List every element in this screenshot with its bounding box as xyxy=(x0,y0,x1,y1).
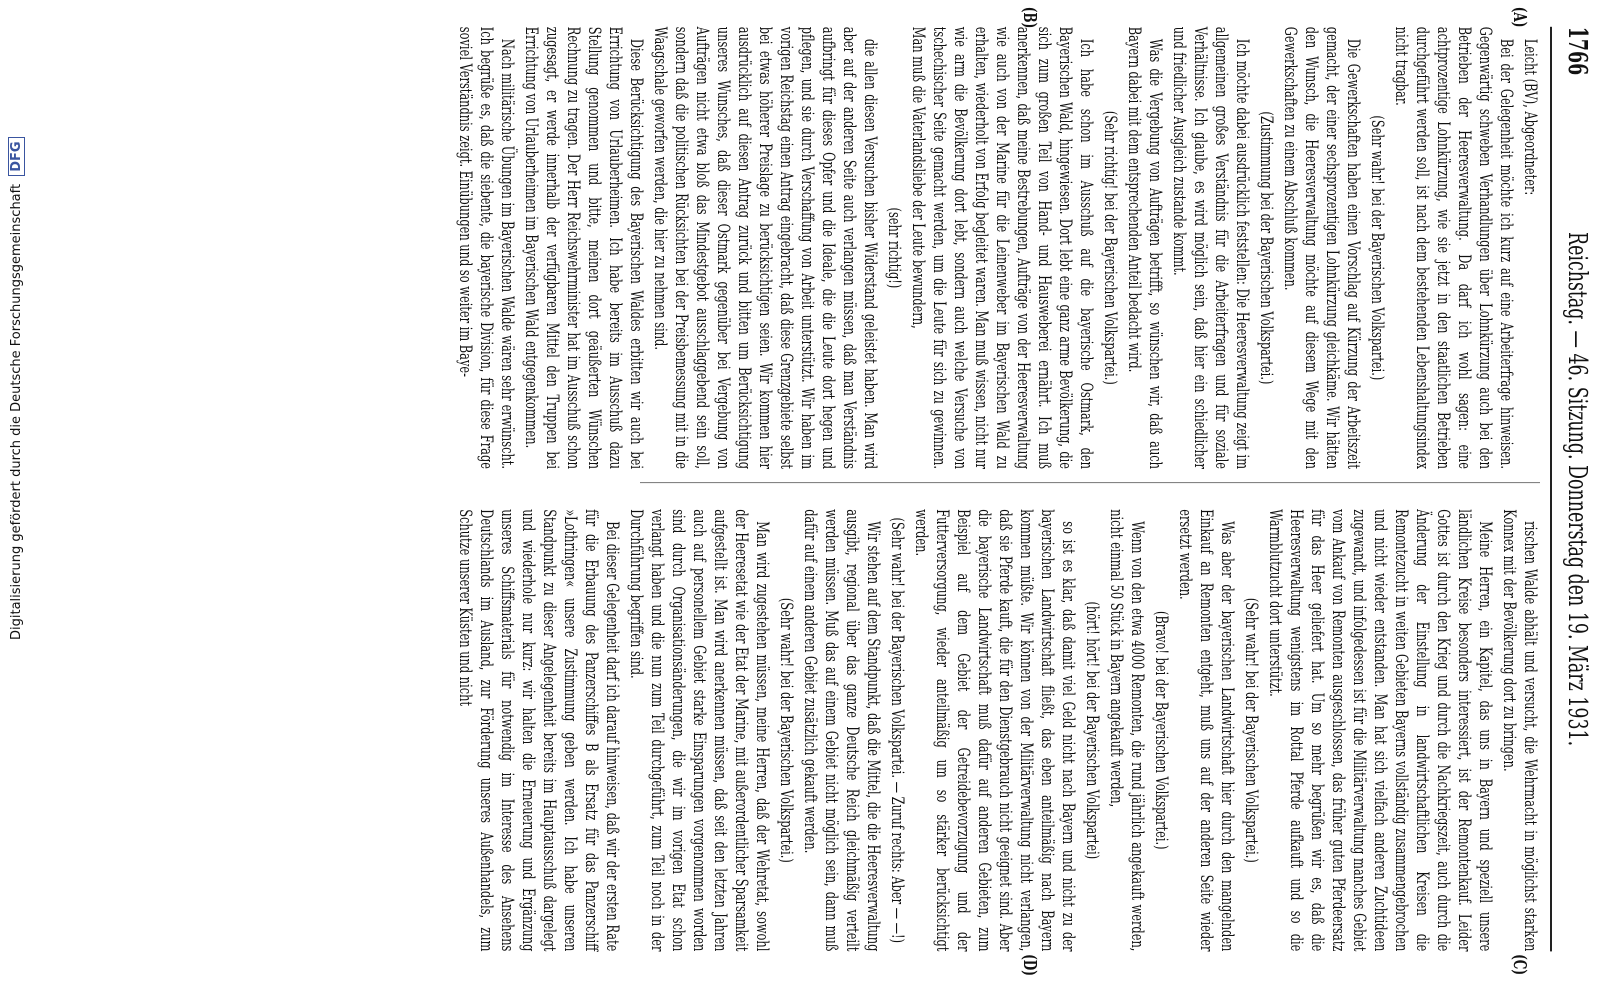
margin-marker-d: (D) xyxy=(1019,954,1040,976)
paragraph: Ich möchte dabei ausdrücklich feststellen: Die Heeresverwaltung zeigt im allgemeinen großes Verständnis für die Arbeiterfragen und für soziale Verhältnisse. Ich glaube, es wird möglich sein, daß hier ein schiedlicher und friedlicher Ausgleich zustande kommt. xyxy=(1169,26,1252,470)
paragraph: die allen diesen Versuchen bisher Widerstand geleistet haben. Man wird aber auf der anderen Seite auch verlangen müssen, daß man Verständnis aufbringt für dieses Opfer und die Ideale, die die Leute dort hegen und pflegen, und sie durch Verschaffung von Arbeit unterstützt. Wir haben im vorigen Reichstag einen Antrag eingebracht, daß diese Grenzgebiete selbst bei etwas höherer Preislage zu berücksichtigen seien. Wir kommen hier ausdrücklich auf diesen Antrag zurück und bitten um Berücksichtigung unseres Wunsches, daß dieser Ostmark gegenüber bei Vergebung von Aufträgen nicht etwa bloß das Mindestgebot ausschlaggebend sein soll, sondern daß die politischen Rücksichten bei der Preisbemessung mit in die Waagschale geworfen werden, die hier zu nehmen sind. xyxy=(650,26,880,470)
paragraph: (Sehr wahr! bei der Bayerischen Volkspartei.) xyxy=(1241,597,1261,863)
paragraph: (hört! hört! bei der Bayerischen Volkspartei) xyxy=(1082,601,1102,860)
paragraph: Bei der Gelegenheit möchte ich kurz auf eine Arbeiterfrage hinweisen. Gegenwärtig schweben Verhandlungen über Lohnkürzung auch bei den Betrieben der Heeresverwaltung. Da darf ich wohl sagen: eine achtprozentige Lohnkürzung, wie sie jetzt in den staatlichen Betrieben durchgeführt werden soll, ist nach dem bestehenden Lebenshaltungsindex nicht tragbar. xyxy=(1391,26,1516,470)
header-rule xyxy=(1550,27,1552,952)
paragraph: Wenn von den etwa 4000 Remonten, die rund jährlich angekauft werden, nicht einmal 50 Stück in Bayern angekauft werden, xyxy=(1106,509,1147,952)
margin-marker-a: (A) xyxy=(1509,6,1530,28)
paragraph: (sehr richtig!) xyxy=(884,207,904,289)
paragraph: (Sehr wahr! bei der Bayerischen Volkspartei.) xyxy=(776,597,796,863)
paragraph: Diese Berücksichtigung des Bayerischen Waldes erbitten wir auch bei Errichtung von Urlauberheimen. Ich habe bereits im Ausschuß dazu Stellung genommen und bitte, meinen dort geäußerten Wünschen Rechnung zu tragen. Der Herr Reichswehrminister hat im Ausschuß schon zugesagt, er werde innerhalb der verfügbaren Mittel den Truppen bei Errichtung von Urlauberheimen im Bayerischen Wald entgegenkommen. xyxy=(521,26,646,470)
paragraph: (Bravo! bei der Bayerischen Volkspartei.) xyxy=(1151,610,1171,850)
paragraph: Was die Vergebung von Aufträgen betrifft, so wünschen wir, daß auch Bayern dabei mit dem entsprechenden Anteil bedacht wird. xyxy=(1124,26,1165,470)
rotated-page xyxy=(455,0,1600,978)
paragraph: Bei dieser Gelegenheit darf ich darauf hinweisen, daß wir der ersten Rate für die Erbauung des Panzerschiffes B als Ersatz für das Panzerschiff »Lothringen« unsere Zustimmung geben werden. Ich habe unseren Standpunkt zu dieser Angelegenheit bereits im Hauptausschuß dargelegt und wiederhole nur kurz: wir halten die Erneuerung und Ergänzung unseres Schiffsmaterials für notwendig im Interesse des Ansehens Deutschlands im Ausland, zur Förderung unseres Außenhandels, zum Schutze unserer Küsten und nicht xyxy=(455,509,622,952)
page-header xyxy=(1552,27,1592,952)
margin-marker-c: (C) xyxy=(1509,954,1530,976)
paragraph: Man wird zugestehen müssen, meine Herren, daß der Wehretat, sowohl der Heeresetat wie der Etat der Marine, mit außerordentlicher Sparsamkeit aufgestellt ist. Man wird anerkennen müssen, daß seit den letzten Jahren auch auf personellem Gebiet starke Einsparungen vorgenommen worden sind durch Organisationsänderungen, die wir im vorigen Etat schon verlangt haben und die nun zum Teil durchgeführt, zum Teil noch in der Durchführung begriffen sind. xyxy=(626,509,772,952)
dfg-logo: DFG xyxy=(8,137,25,175)
left-column xyxy=(451,27,1540,469)
footer-credit xyxy=(8,137,25,640)
page-number: 1766 xyxy=(1562,26,1592,76)
paragraph: Leicht (BV), Abgeordneter: xyxy=(1520,38,1540,196)
paragraph: Ich habe schon im Ausschuß auf die bayerische Ostmark, den Bayerischen Wald, hingewiesen. Dort lebt eine ganz arme Bevölkerung, die sich zum großen Teil von Hand- und Hausweberei ernährt. Ich muß anerkennen, daß meine Bestrebungen, Aufträge von der Heeresverwaltung wie auch von der Marine für die Leinenweber im Bayerischen Wald zu erhalten, wiederholt von Erfolg begleitet waren. Man muß wissen, nicht nur wie arm die Bevölkerung dort lebt, sondern auch welche Versuche von tschechischer Seite gemacht werden, um die Leute für sich zu gewinnen. Man muß die Vaterlandsliebe der Leute bewundern, xyxy=(908,26,1096,470)
paragraph: Nach militärische Übungen im Bayerischen Walde wären sehr erwünscht. Ich begrüße es, daß die siebente, die bayerische Division, für diese Frage soviel Verständnis zeigt. Einübungen und so weiter im Baye- xyxy=(455,26,517,470)
paragraph: rischen Walde abhält und versucht, die Wehrmacht in möglichst starken Konnex mit der Bevölkerung dort zu bringen. xyxy=(1499,509,1540,952)
paragraph: (Sehr richtig! bei der Bayerischen Volkspartei.) xyxy=(1100,110,1120,385)
margin-marker-b: (B) xyxy=(1019,6,1040,29)
page-title: Reichstag. — 46. Sitzung. Donnerstag den 19. März 1931. xyxy=(1562,231,1592,747)
paragraph: (Sehr wahr! bei der Bayerischen Volkspartei. — Zuruf rechts: Aber — —!) xyxy=(887,517,907,944)
column-divider xyxy=(640,482,1540,483)
paragraph: Die Gewerkschaften haben einen Vorschlag auf Kürzung der Arbeitszeit gemacht, der einer sechsprozentigen Lohnkürzung gleichkäme. Wir hätten den Wunsch, die Heeresverwaltung möchte auf diesem Wege mit den Gewerkschaften zu einem Abschluß kommen. xyxy=(1280,26,1363,470)
paragraph: so ist es klar, daß damit viel Geld nicht nach Bayern und nicht zu der bayerischen Landwirtschaft fließt, das eben anteilmäßig nach Bayern kommen müßte. Wir können von der Militärverwaltung nicht verlangen, daß sie Pferde kauft, die für den Dienstgebrauch nicht geeignet sind. Aber die bayerische Landwirtschaft muß dafür auf anderen Gebieten, zum Beispiel auf dem Gebiet der Getreidebevorzugung und der Futterversorgung, wieder anteilmäßig um so stärker berücksichtigt werden. xyxy=(911,509,1078,952)
paragraph: (Sehr wahr! bei der Bayerischen Volkspartei.) xyxy=(1367,115,1387,381)
paragraph: Meine Herren, ein Kapitel, das uns in Bayern und speziell unsere ländlichen Kreise besonders interessiert, ist der Remontenkauf. Leider Gottes ist durch den Krieg und durch die Nachkriegszeit, auch durch die Änderung der Einstellung in landwirtschaftlichen Kreisen die Remontezucht in weiten Gebieten Bayerns vollständig zusammengebrochen und nicht wieder entstanden. Man hat sich vielfach anderen Zuchtideen zugewandt, und infolgedessen ist für die Militärverwaltung manches Gebiet vom Ankauf von Remonten ausgeschlossen, das früher guten Pferdeersatz für das Heer geliefert hat. Um so mehr begrüßen wir es, daß die Heeresverwaltung wenigstens im Rottal Pferde aufkauft und so die Warmblutzucht dort unterstützt. xyxy=(1265,509,1495,952)
paragraph: Was aber der bayerischen Landwirtschaft hier durch den mangelnden Einkauf an Remonten entgeht, muß uns auf der anderen Seite wieder ersetzt werden. xyxy=(1175,509,1237,952)
footer-credit-text: Digitalisierung gefördert durch die Deutsche Forschungsgemeinschaft xyxy=(9,183,24,640)
paragraph: Wir stehen auf dem Standpunkt, daß die Mittel, die die Heeresverwaltung ausgibt, regional über das ganze Deutsche Reich gleichmäßig verteilt werden müssen. Muß das auf einem Gebiet nicht möglich sein, dann muß dafür auf einem anderen Gebiet zusätzlich gekauft werden. xyxy=(800,509,883,952)
paragraph: (Zustimmung bei der Bayerischen Volkspartei.) xyxy=(1256,111,1276,385)
right-column xyxy=(451,509,1540,951)
